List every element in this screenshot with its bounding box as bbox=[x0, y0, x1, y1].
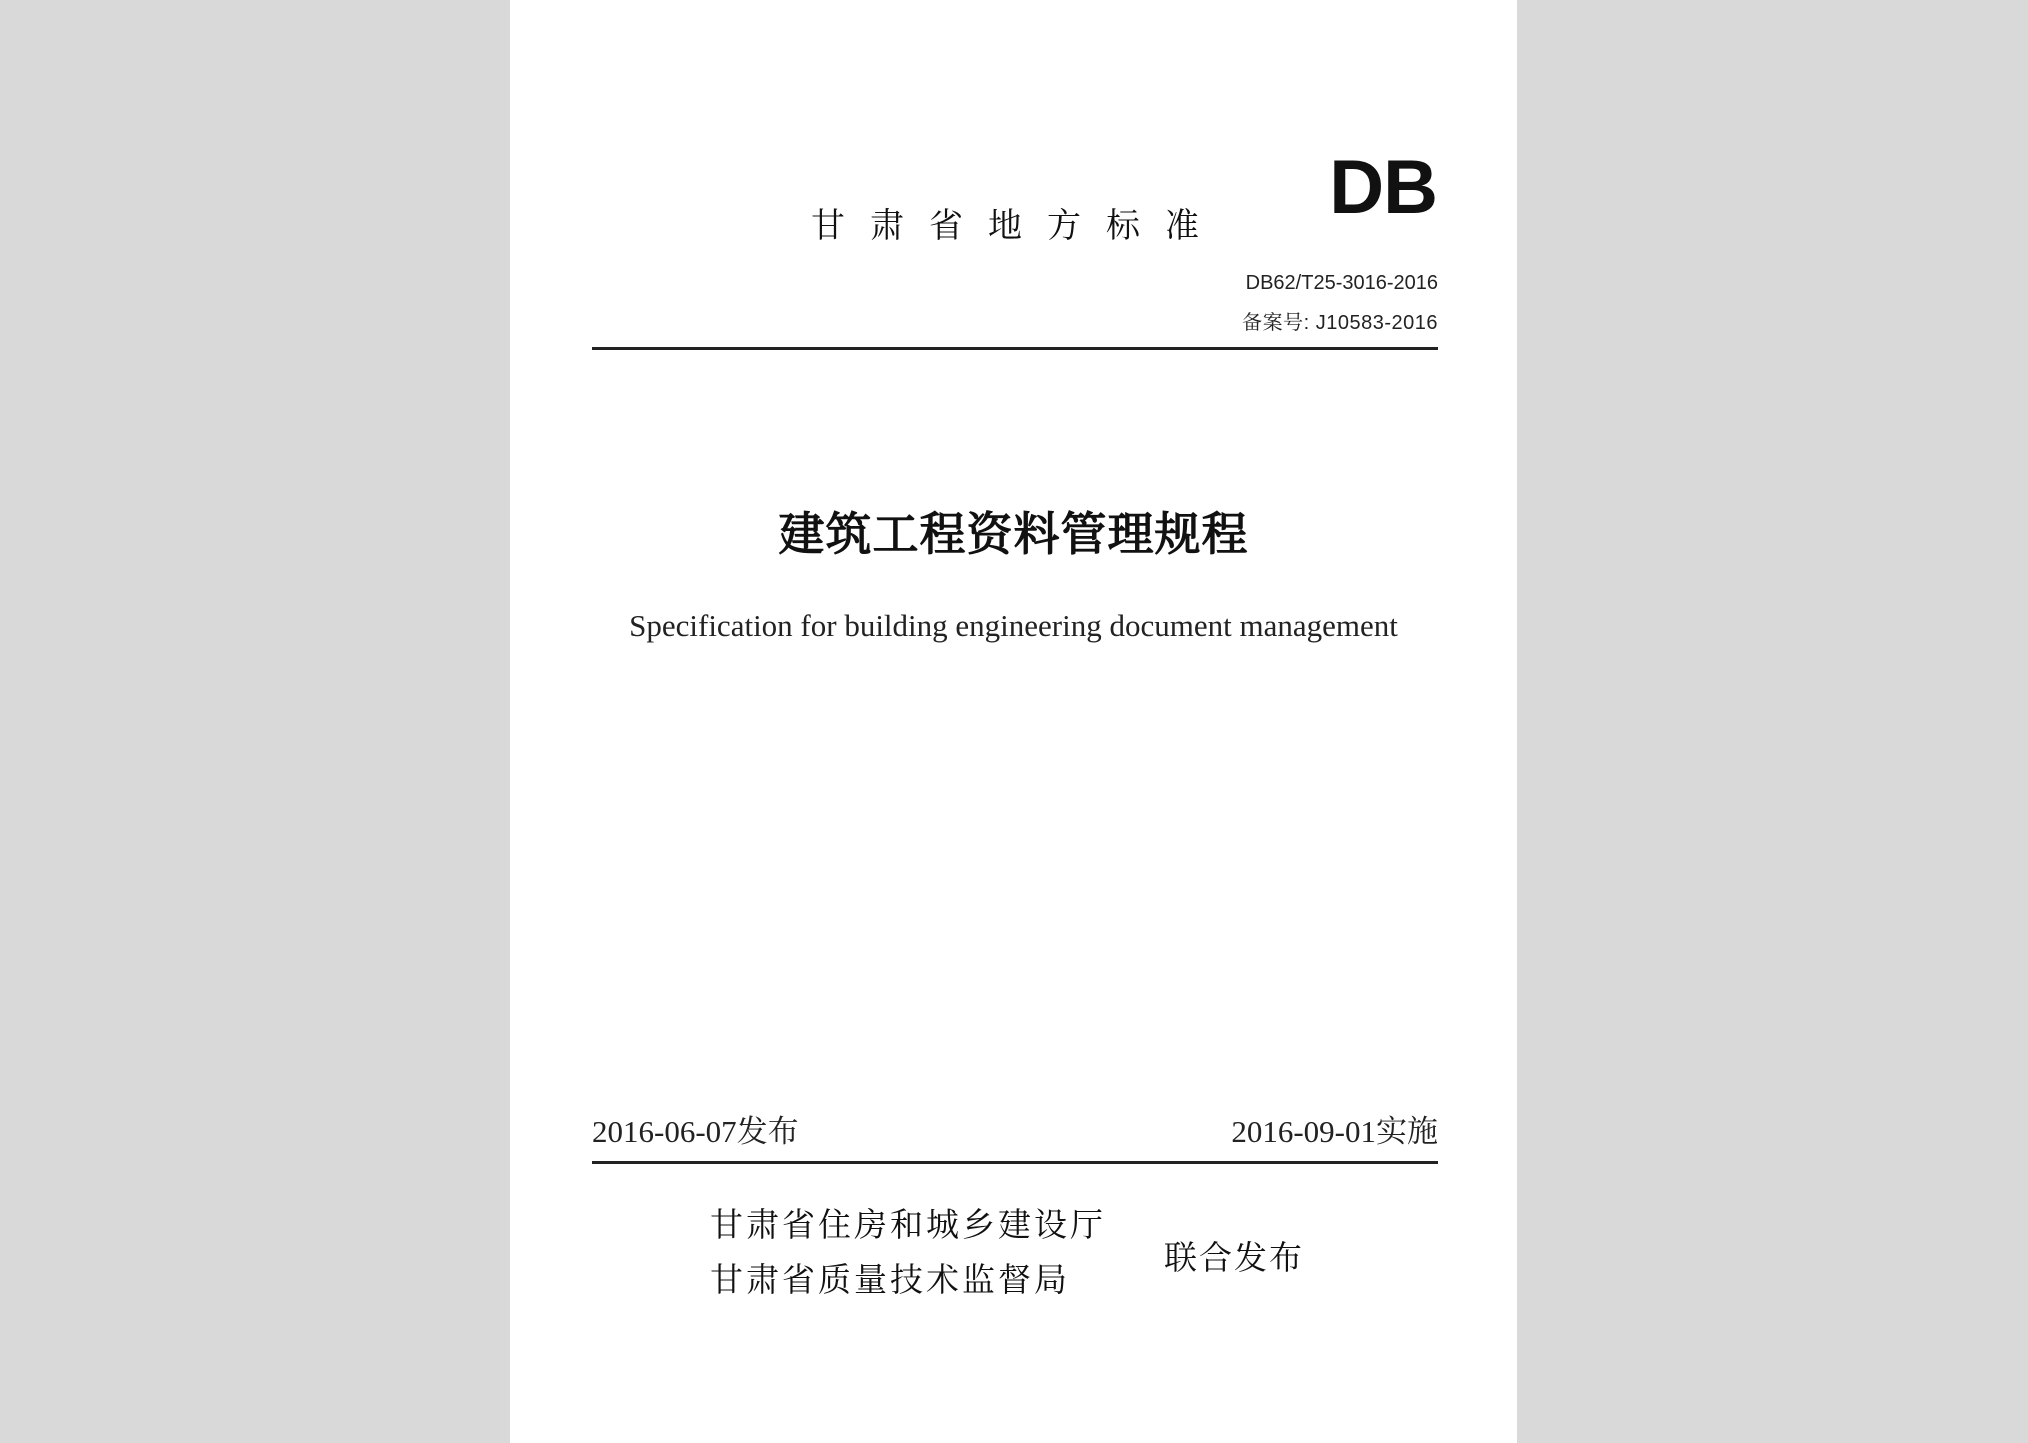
publisher-org-1: 甘肃省住房和城乡建设厅 bbox=[710, 1205, 1106, 1244]
footer-divider bbox=[592, 1161, 1438, 1164]
issue-date: 2016-06-07发布 bbox=[592, 1114, 799, 1149]
db-mark: DB bbox=[1329, 145, 1437, 230]
effective-date: 2016-09-01实施 bbox=[1231, 1114, 1438, 1149]
header-divider bbox=[592, 347, 1438, 350]
standard-type: 甘肃省地方标准 bbox=[811, 206, 1224, 246]
publisher-org-2: 甘肃省质量技术监督局 bbox=[710, 1260, 1070, 1299]
joint-publish-label: 联合发布 bbox=[1164, 1238, 1304, 1277]
standard-code: DB62/T25-3016-2016 bbox=[1245, 272, 1438, 294]
title-english: Specification for building engineering document management bbox=[629, 608, 1398, 643]
title-chinese: 建筑工程资料管理规程 bbox=[778, 507, 1249, 561]
document-page bbox=[510, 0, 1517, 1443]
record-number: 备案号: J10583-2016 bbox=[1242, 312, 1438, 334]
